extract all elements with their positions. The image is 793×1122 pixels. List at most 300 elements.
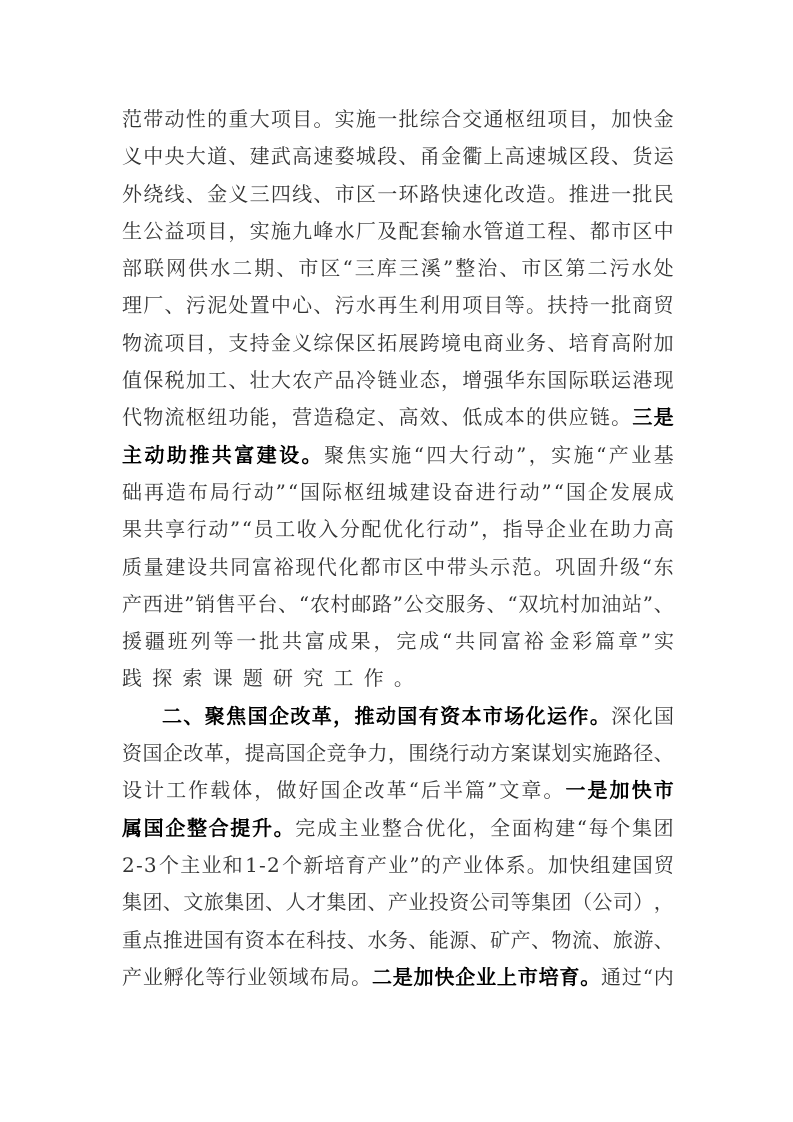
body-text: 纽 (365, 479, 386, 504)
body-text: 动 (447, 517, 468, 542)
body-text: 章 (618, 629, 638, 654)
body-text: 共 (143, 517, 164, 542)
body-text: 绕 (143, 181, 164, 206)
body-text: 设 (122, 778, 142, 803)
body-text: 案 (510, 741, 531, 766)
body-text: 运 (653, 144, 674, 169)
body-text: 产 (122, 964, 142, 989)
body-text: 构 (533, 815, 554, 840)
body-text: 资 (244, 927, 265, 952)
body-text: 建 (555, 815, 576, 840)
body-text: 批 (398, 107, 419, 131)
bold-text: 加 (413, 964, 434, 989)
body-text: 育 (345, 852, 366, 877)
body-text: 合 (403, 815, 424, 840)
body-text: 泥 (207, 293, 228, 318)
bold-text: 是 (653, 405, 674, 430)
body-text: 、 (228, 368, 249, 393)
body-text: 成 (316, 815, 337, 840)
body-text: 旅 (203, 890, 224, 915)
body-text: 主 (338, 815, 359, 840)
body-text: 产 (387, 890, 408, 915)
body-text: 性 (185, 107, 206, 131)
body-text: 企 (342, 778, 363, 803)
body-text: 水 (210, 256, 231, 281)
body-text: 革 (386, 778, 407, 803)
body-text: 城 (387, 479, 408, 504)
body-text: 保 (334, 330, 355, 355)
body-text: 础 (122, 479, 142, 504)
body-text: 展 (631, 479, 652, 504)
bold-text: 。 (273, 815, 294, 840)
body-text: 管 (483, 218, 504, 243)
body-text: 育 (589, 330, 610, 355)
bold-text: 二 (162, 703, 182, 728)
body-text: ” (516, 442, 527, 467)
body-text: 甬 (419, 144, 440, 169)
body-text: 区 (355, 181, 376, 206)
body-text: 进 (589, 181, 610, 206)
body-text: 级 (620, 554, 641, 579)
body-text: 建 (409, 479, 430, 504)
body-text: 市 (521, 256, 542, 281)
body-text: 施 (270, 218, 291, 243)
body-text: 工 (333, 666, 364, 691)
body-text: 2 (122, 852, 135, 877)
body-text: 争 (346, 741, 367, 766)
body-text: - (259, 852, 266, 877)
body-text: 公 (469, 890, 490, 915)
body-text: 展 (398, 330, 419, 355)
text-line (122, 663, 674, 700)
body-text: 动 (253, 479, 274, 504)
body-text: 施 (592, 741, 613, 766)
body-text: 投 (428, 890, 449, 915)
bold-text: 市 (653, 778, 674, 803)
body-text: 项 (164, 330, 185, 355)
body-text: 建 (165, 554, 186, 579)
body-text: 工 (166, 778, 187, 803)
text-line (122, 626, 674, 663)
body-text: “ (241, 517, 252, 542)
body-text: 效 (419, 405, 440, 430)
body-text: 竞 (326, 741, 347, 766)
body-text: 配 (361, 517, 382, 542)
body-text: 城 (547, 144, 568, 169)
body-text: 项 (185, 218, 206, 243)
body-text: 完 (295, 815, 316, 840)
body-text: 货 (632, 144, 653, 169)
body-text: 链 (589, 405, 610, 430)
body-text: 值 (122, 368, 142, 393)
body-text: “ (413, 442, 424, 467)
body-text: 、 (653, 927, 674, 952)
body-text: 。 (547, 181, 568, 206)
body-text: 再 (143, 479, 164, 504)
body-text: 。 (393, 666, 425, 691)
bold-text: 动 (144, 442, 165, 467)
body-text: 公 (143, 218, 164, 243)
body-text: 、 (276, 256, 297, 281)
body-text: 革 (203, 741, 224, 766)
body-text: 集 (531, 890, 552, 915)
body-text: 团 (653, 815, 674, 840)
body-text: ） (633, 890, 654, 915)
body-text: 等 (213, 629, 234, 654)
text-line (122, 925, 674, 962)
body-text: 团 (142, 890, 163, 915)
body-text: 文 (183, 890, 204, 915)
body-text: 完 (396, 629, 417, 654)
body-text: 优 (425, 815, 446, 840)
text-line (122, 141, 674, 178)
body-text: 目 (207, 218, 228, 243)
body-text: 系 (505, 852, 526, 877)
body-text: 段 (589, 144, 610, 169)
body-text: 交 (462, 107, 483, 131)
body-text: 布 (309, 964, 330, 989)
body-text: 目 (292, 107, 313, 131)
body-text: 枢 (504, 107, 525, 131)
body-text: 外 (122, 181, 142, 206)
body-text: 心 (292, 293, 313, 318)
body-text: 、 (408, 927, 429, 952)
body-text: 产 (313, 368, 334, 393)
body-text: 应 (568, 405, 589, 430)
bold-text: 市 (517, 964, 538, 989)
body-text: 范 (511, 554, 532, 579)
body-text: 目 (568, 107, 589, 131)
body-text: 厂 (143, 293, 164, 318)
body-text: 现 (295, 554, 316, 579)
body-text: （ (571, 890, 592, 915)
body-text: 高 (611, 330, 632, 355)
bold-text: 、 (183, 703, 204, 728)
body-text: 、 (568, 218, 589, 243)
text-line (122, 216, 674, 253)
bold-text: 三 (632, 405, 653, 430)
body-text: 、 (611, 144, 632, 169)
body-text: 域 (288, 964, 309, 989)
body-text: 税 (164, 368, 185, 393)
body-text: 冷 (355, 368, 376, 393)
body-text: 索 (182, 666, 213, 691)
body-text: 功 (228, 405, 249, 430)
body-text: 、 (346, 927, 367, 952)
body-text: 公 (592, 890, 613, 915)
body-text: 合 (440, 107, 461, 131)
body-text: 通 (601, 964, 622, 989)
body-text: 速 (526, 144, 547, 169)
bold-text: 快 (631, 778, 652, 803)
body-text: 益 (164, 218, 185, 243)
body-text: ” (229, 517, 241, 542)
body-text: 绕 (428, 741, 449, 766)
body-text: 进 (163, 591, 184, 616)
bold-text: 推 (354, 703, 375, 728)
body-text: 技 (326, 927, 347, 952)
body-text: 示 (490, 554, 511, 579)
body-text: 金 (653, 107, 674, 131)
body-text: ” (184, 591, 195, 616)
body-text: 优 (382, 517, 403, 542)
body-text: 工 (207, 368, 228, 393)
body-text: 提 (244, 741, 265, 766)
body-text: 农 (292, 368, 313, 393)
body-text: 套 (419, 218, 440, 243)
body-text: 业 (246, 964, 267, 989)
body-text: 业 (388, 852, 409, 877)
text-line (122, 552, 674, 589)
body-text: 段 (377, 144, 398, 169)
body-text: 高 (653, 517, 674, 542)
body-text: 等 (205, 964, 226, 989)
body-text: 大 (448, 442, 469, 467)
body-text: ” (487, 778, 498, 803)
bold-text: 富 (234, 442, 255, 467)
document-page (122, 104, 674, 999)
body-text: 推 (162, 927, 183, 952)
body-text: 旅 (612, 927, 633, 952)
body-text: 。 (351, 964, 372, 989)
body-text: 力 (367, 741, 388, 766)
body-text: 贸 (654, 852, 674, 877)
body-text: 现 (653, 368, 674, 393)
body-text: 后 (420, 778, 441, 803)
body-text: 道 (207, 144, 228, 169)
body-text: 项 (547, 107, 568, 131)
bold-text: 动 (375, 703, 396, 728)
body-text: 业 (631, 442, 652, 467)
body-text: 批 (632, 181, 653, 206)
body-text: 集 (326, 890, 347, 915)
body-text: ， (254, 778, 275, 803)
body-text: 输 (440, 218, 461, 243)
body-text: ， (653, 890, 674, 915)
body-text: 实 (653, 629, 674, 654)
body-text: 义 (122, 144, 142, 169)
body-text: 国 (547, 368, 568, 393)
body-text: 电 (462, 330, 483, 355)
body-text: 个 (282, 852, 303, 877)
body-text: 理 (122, 293, 142, 318)
body-text: 带 (446, 554, 467, 579)
body-text: 项 (270, 107, 291, 131)
body-text: 供 (188, 256, 209, 281)
body-text: 枢 (185, 405, 206, 430)
body-text: 际 (322, 479, 342, 504)
body-text: 助 (610, 517, 631, 542)
body-text: “ (287, 479, 299, 504)
body-text: 人 (285, 890, 306, 915)
body-text: 央 (164, 144, 185, 169)
body-text: 每 (588, 815, 609, 840)
body-text: 态 (419, 368, 440, 393)
body-text: 成 (653, 479, 674, 504)
body-text: 贸 (653, 293, 674, 318)
body-text: 加 (611, 107, 632, 131)
body-text: 入 (318, 517, 339, 542)
body-text: ， (528, 442, 549, 467)
body-text: 作 (363, 666, 394, 691)
body-text: 、 (592, 927, 613, 952)
body-text: 保 (143, 368, 164, 393)
bold-text: 焦 (226, 703, 247, 728)
body-text: 成 (327, 629, 348, 654)
body-text: 建 (611, 852, 632, 877)
body-text: 行 (186, 517, 207, 542)
body-text: 金 (440, 144, 461, 169)
body-text: 导 (524, 517, 545, 542)
body-text: 境 (440, 330, 461, 355)
body-text: 路 (372, 591, 393, 616)
body-text: 径 (633, 741, 654, 766)
body-text: 施 (355, 107, 376, 131)
body-text: 整 (455, 256, 476, 281)
body-text: 大 (249, 107, 270, 131)
body-text: 划 (551, 741, 572, 766)
body-text: 处 (228, 293, 249, 318)
body-text: 援 (122, 629, 142, 654)
body-text: 重 (122, 927, 142, 952)
body-text: “ (298, 591, 310, 616)
body-text: 四 (426, 442, 447, 467)
body-text: 行 (426, 517, 447, 542)
body-text: “ (442, 629, 453, 654)
body-text: 区 (543, 256, 564, 281)
bold-text: 一 (565, 778, 586, 803)
body-text: 实 (334, 107, 355, 131)
body-text: 再 (377, 293, 398, 318)
body-text: ， (468, 815, 489, 840)
body-text: 、 (265, 890, 286, 915)
body-text: 强 (483, 368, 504, 393)
body-text: 增 (462, 368, 483, 393)
body-text: 批 (259, 629, 280, 654)
body-text: 成 (419, 629, 440, 654)
body-text: 、 (367, 890, 388, 915)
text-line (122, 104, 674, 141)
bold-text: 加 (609, 778, 630, 803)
body-text: 部 (122, 256, 142, 281)
body-text: 篇 (464, 778, 485, 803)
body-text: 业 (201, 852, 222, 877)
body-text: 台 (257, 591, 278, 616)
body-text: 企 (162, 741, 183, 766)
body-text: 溪 (420, 256, 441, 281)
body-text: 物 (122, 330, 142, 355)
body-text: 厂 (355, 218, 376, 243)
body-text: 产 (366, 852, 387, 877)
body-text: 、 (377, 405, 398, 430)
body-text: 。 (526, 852, 547, 877)
body-text: 集 (631, 815, 652, 840)
body-text: 共 (455, 629, 476, 654)
body-text: 局 (330, 964, 351, 989)
body-text: 村 (559, 591, 580, 616)
body-text: 配 (398, 218, 419, 243)
body-text: 培 (568, 330, 589, 355)
body-text: 员 (253, 517, 274, 542)
body-text: “ (507, 591, 518, 616)
body-text: 焦 (346, 442, 367, 467)
body-text: 一 (236, 629, 257, 654)
body-text: 带 (143, 107, 164, 131)
body-text: 婺 (334, 144, 355, 169)
body-text: 金 (549, 629, 570, 654)
body-text: 一 (611, 181, 632, 206)
body-text: 区 (403, 554, 424, 579)
body-text: 义 (228, 181, 249, 206)
body-text: 能 (428, 927, 449, 952)
body-text: 、 (440, 405, 461, 430)
text-line (122, 179, 674, 216)
body-text: 体 (484, 852, 505, 877)
body-text: 处 (653, 256, 674, 281)
body-text: 东 (653, 554, 674, 579)
body-text: 利 (419, 293, 440, 318)
body-text: 务 (526, 330, 547, 355)
body-text: 代 (316, 554, 337, 579)
body-text: 。 (611, 405, 632, 430)
body-text: 设 (431, 479, 452, 504)
body-text: 纽 (207, 405, 228, 430)
body-text: ， (589, 107, 610, 131)
body-text: ， (387, 741, 408, 766)
body-text: 等 (510, 890, 531, 915)
body-text: 市 (611, 218, 632, 243)
body-text: 第 (565, 256, 586, 281)
body-text: 产 (608, 442, 629, 467)
body-text: 中 (143, 144, 164, 169)
body-text: 收 (296, 517, 317, 542)
body-text: 过 (621, 964, 642, 989)
body-text: 一 (377, 181, 398, 206)
body-text: 流 (571, 927, 592, 952)
body-text: ” (409, 852, 420, 877)
body-text: 化 (184, 964, 205, 989)
body-text: 进 (183, 927, 204, 952)
bold-text: 有 (418, 703, 439, 728)
body-text: 中 (270, 293, 291, 318)
body-text: 高 (504, 144, 525, 169)
body-text: 工 (526, 218, 547, 243)
body-text: 区 (320, 256, 341, 281)
body-text: 头 (468, 554, 489, 579)
bold-text: 改 (290, 703, 311, 728)
body-text: 指 (502, 517, 523, 542)
body-text: 建 (249, 144, 270, 169)
body-text: 国 (653, 703, 674, 728)
bold-text: 作 (568, 703, 589, 728)
body-text: 。 (533, 554, 554, 579)
bold-text: 合 (208, 815, 229, 840)
body-text: 期 (254, 256, 275, 281)
bold-text: 共 (211, 442, 232, 467)
body-text: 大 (185, 144, 206, 169)
body-text: 跨 (419, 330, 440, 355)
body-text: 研 (273, 666, 304, 691)
body-text: 富 (251, 554, 272, 579)
text-line (122, 514, 674, 551)
text-line (122, 775, 674, 812)
bold-text: 业 (476, 964, 497, 989)
body-text: 综 (313, 330, 334, 355)
text-line (122, 813, 674, 850)
body-text: 富 (304, 629, 325, 654)
body-text: 探 (152, 666, 183, 691)
body-text: 。 (526, 293, 547, 318)
